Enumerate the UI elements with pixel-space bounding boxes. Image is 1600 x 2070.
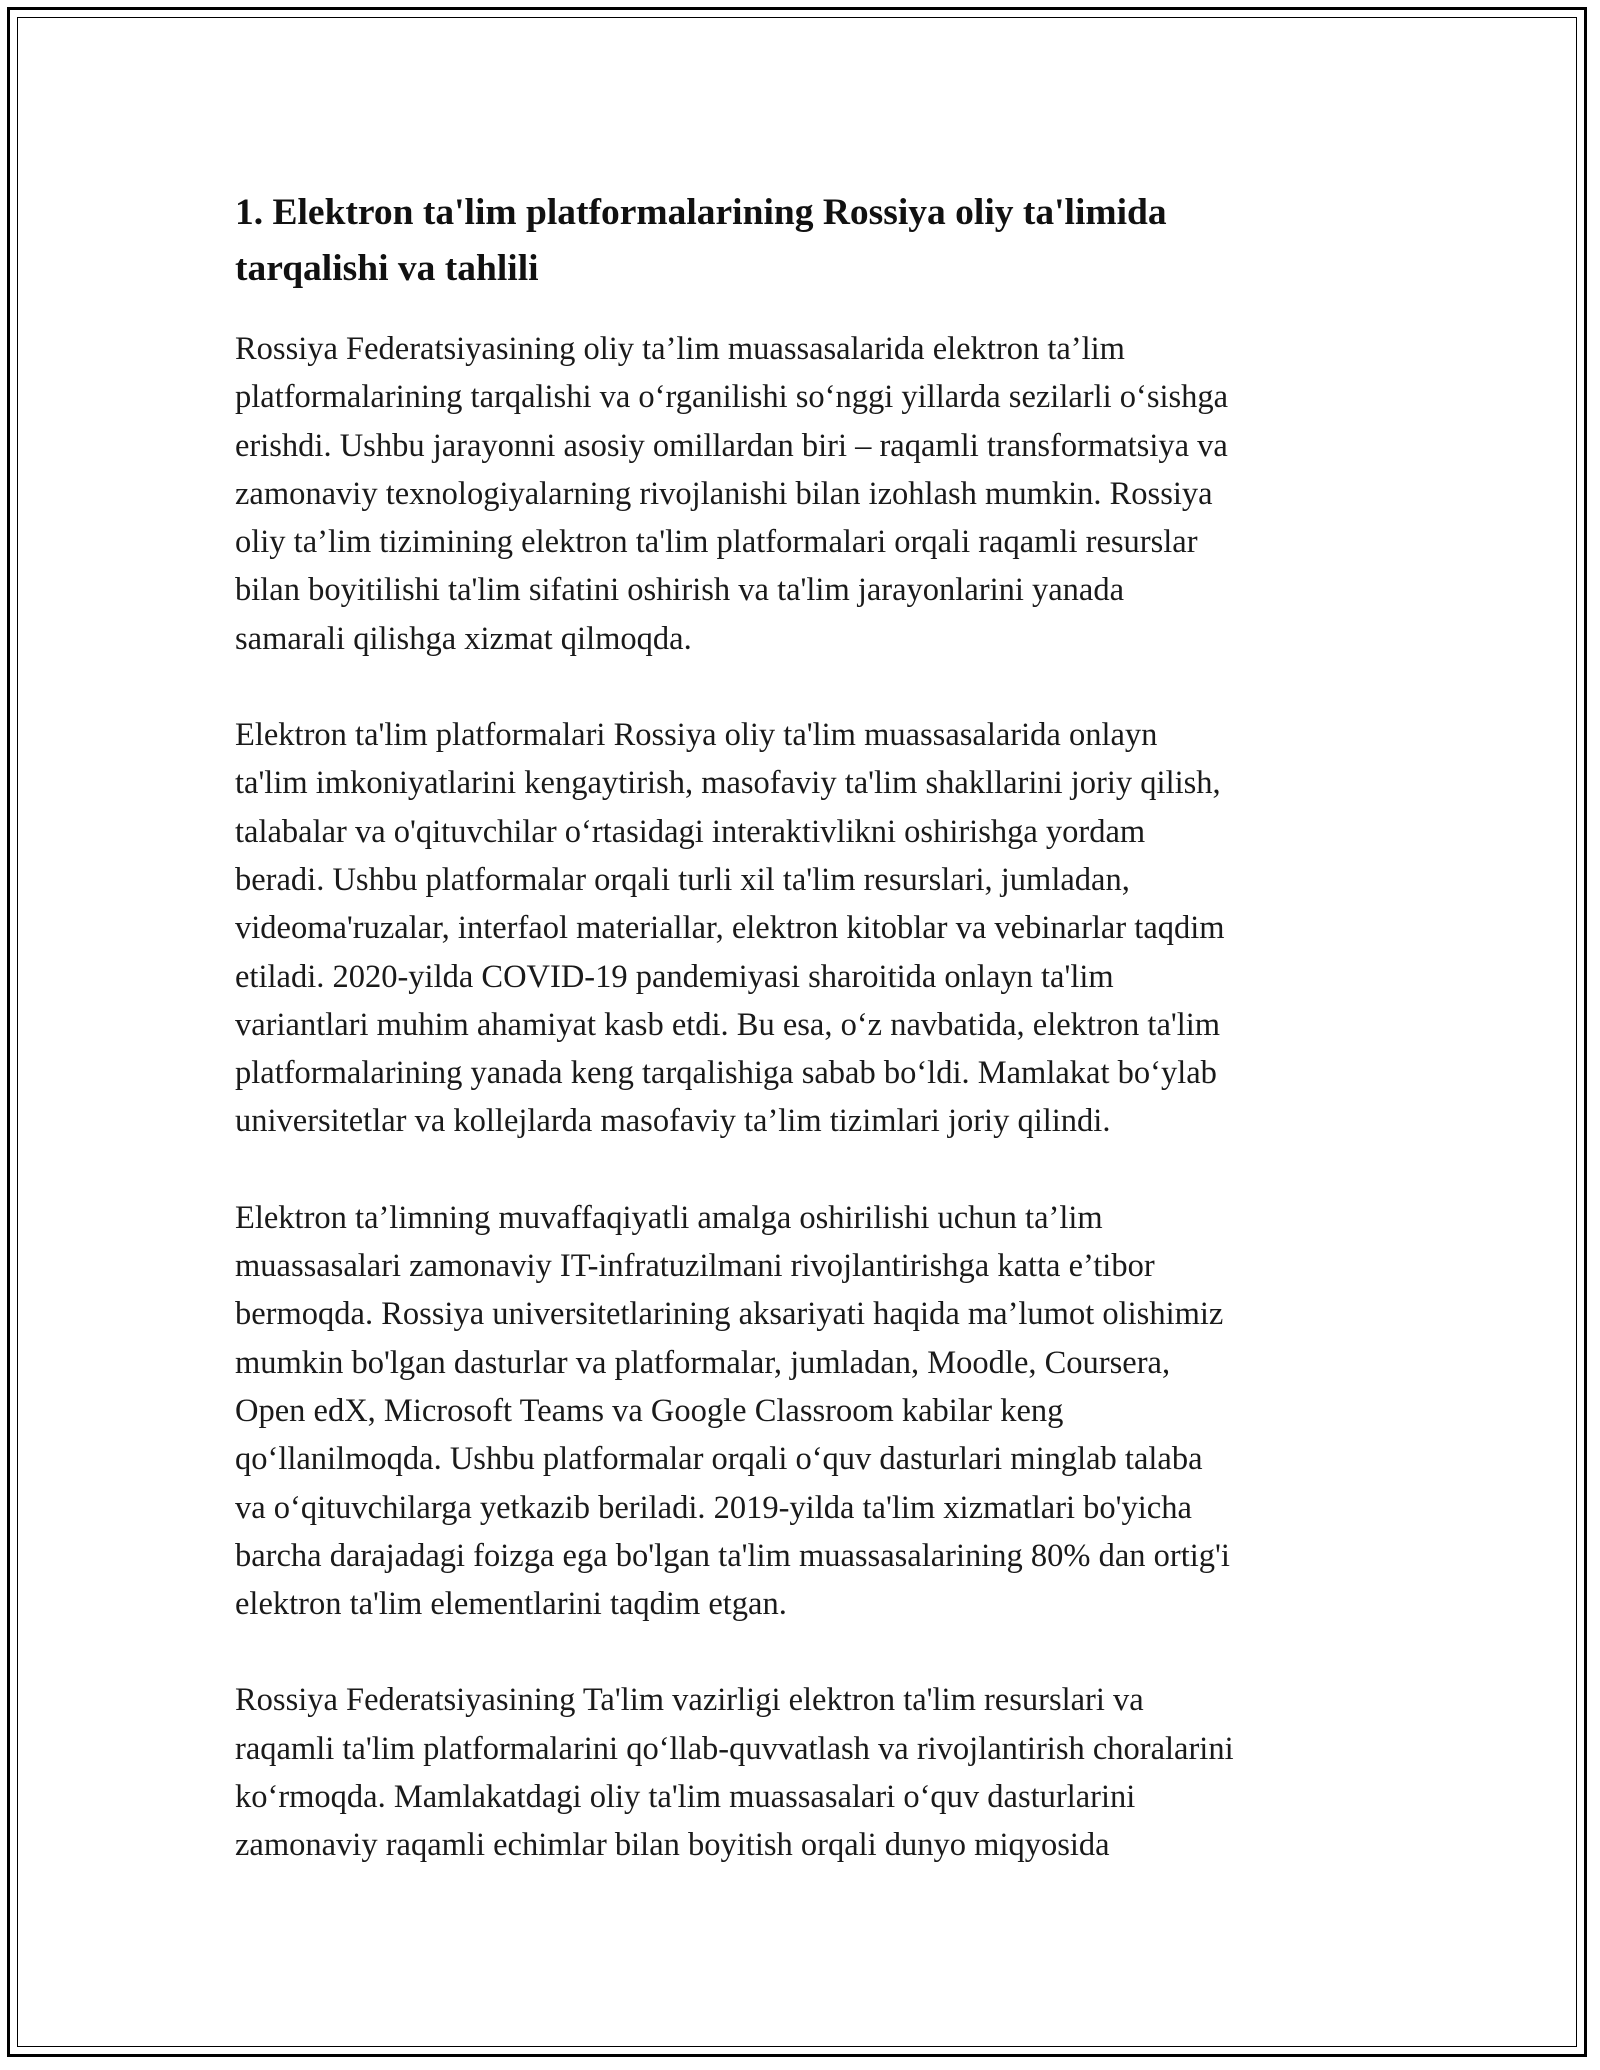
paragraph-line: Rossiya Federatsiyasining Ta'lim vazirligi elektron ta'lim resurslari va (235, 1682, 1144, 1719)
paragraph-line: oliy ta’lim tizimining elektron ta'lim platformalari orqali raqamli resurslar (235, 524, 1198, 561)
paragraph-line: talabalar va o'qituvchilar o‘rtasidagi interaktivlikni oshirishga yordam (235, 813, 1146, 850)
paragraph-list (235, 325, 1375, 1870)
paragraph-line: bermoqda. Rossiya universitetlarining aksariyati haqida ma’lumot olishimiz (235, 1296, 1224, 1333)
paragraph-line: barcha darajadagi foizga ega bo'lgan ta'lim muassasalarining 80% dan ortig'i (235, 1537, 1230, 1574)
section-heading (235, 185, 1375, 297)
paragraph (235, 325, 1375, 663)
paragraph-line: Open edX, Microsoft Teams va Google Classroom kabilar keng (235, 1392, 1064, 1429)
paragraph-line: variantlari muhim ahamiyat kasb etdi. Bu esa, o‘z navbatida, elektron ta'lim (235, 1006, 1221, 1043)
paragraph-line: zamonaviy raqamli echimlar bilan boyitish orqali dunyo miqyosida (235, 1827, 1110, 1864)
paragraph-line: platformalarining yanada keng tarqalishiga sabab bo‘ldi. Mamlakat bo‘ylab (235, 1055, 1217, 1092)
paragraph (235, 711, 1375, 1146)
heading-line: 1. Elektron ta'lim platformalarining Rossiya oliy ta'limida (235, 192, 1167, 233)
heading-line: tarqalishi va tahlili (235, 248, 539, 289)
paragraph-line: ta'lim imkoniyatlarini kengaytirish, masofaviy ta'lim shakllarini joriy qilish, (235, 765, 1221, 802)
paragraph-line: erishdi. Ushbu jarayonni asosiy omillardan biri – raqamli transformatsiya va (235, 427, 1228, 464)
paragraph-line: zamonaviy texnologiyalarning rivojlanishi bilan izohlash mumkin. Rossiya (235, 475, 1213, 512)
paragraph-line: platformalarining tarqalishi va o‘rganilishi so‘nggi yillarda sezilarli o‘sishga (235, 379, 1229, 416)
paragraph (235, 1676, 1375, 1869)
paragraph-line: ko‘rmoqda. Mamlakatdagi oliy ta'lim muassasalari o‘quv dasturlarini (235, 1779, 1136, 1816)
paragraph-line: elektron ta'lim elementlarini taqdim etgan. (235, 1586, 787, 1623)
paragraph-line: samarali qilishga xizmat qilmoqda. (235, 620, 692, 657)
document-body (235, 185, 1375, 1918)
paragraph-line: Elektron ta’limning muvaffaqiyatli amalga oshirilishi uchun ta’lim (235, 1199, 1103, 1236)
paragraph-line: Rossiya Federatsiyasining oliy ta’lim muassasalarida elektron ta’lim (235, 331, 1125, 367)
paragraph-line: raqamli ta'lim platformalarini qo‘llab-quvvatlash va rivojlantirish choralarini (235, 1730, 1234, 1767)
paragraph-line: beradi. Ushbu platformalar orqali turli xil ta'lim resurslari, jumladan, (235, 861, 1130, 898)
paragraph-line: Elektron ta'lim platformalari Rossiya oliy ta'lim muassasalarida onlayn (235, 717, 1158, 754)
paragraph-line: qo‘llanilmoqda. Ushbu platformalar orqali o‘quv dasturlari minglab talaba (235, 1441, 1203, 1478)
paragraph-line: va o‘qituvchilarga yetkazib beriladi. 2019-yilda ta'lim xizmatlari bo'yicha (235, 1489, 1192, 1526)
paragraph-line: videoma'ruzalar, interfaol materiallar, elektron kitoblar va vebinarlar taqdim (235, 910, 1225, 947)
paragraph (235, 1194, 1375, 1629)
paragraph-line: bilan boyitilishi ta'lim sifatini oshirish va ta'lim jarayonlarini yanada (235, 572, 1125, 609)
paragraph-line: mumkin bo'lgan dasturlar va platformalar, jumladan, Moodle, Coursera, (235, 1344, 1171, 1381)
paragraph-line: muassasalari zamonaviy IT-infratuzilmani rivojlantirishga katta e’tibor (235, 1248, 1155, 1285)
paragraph-line: universitetlar va kollejlarda masofaviy ta’lim tizimlari joriy qilindi. (235, 1103, 1111, 1140)
paragraph-line: etiladi. 2020-yilda COVID-19 pandemiyasi sharoitida onlayn ta'lim (235, 958, 1114, 995)
